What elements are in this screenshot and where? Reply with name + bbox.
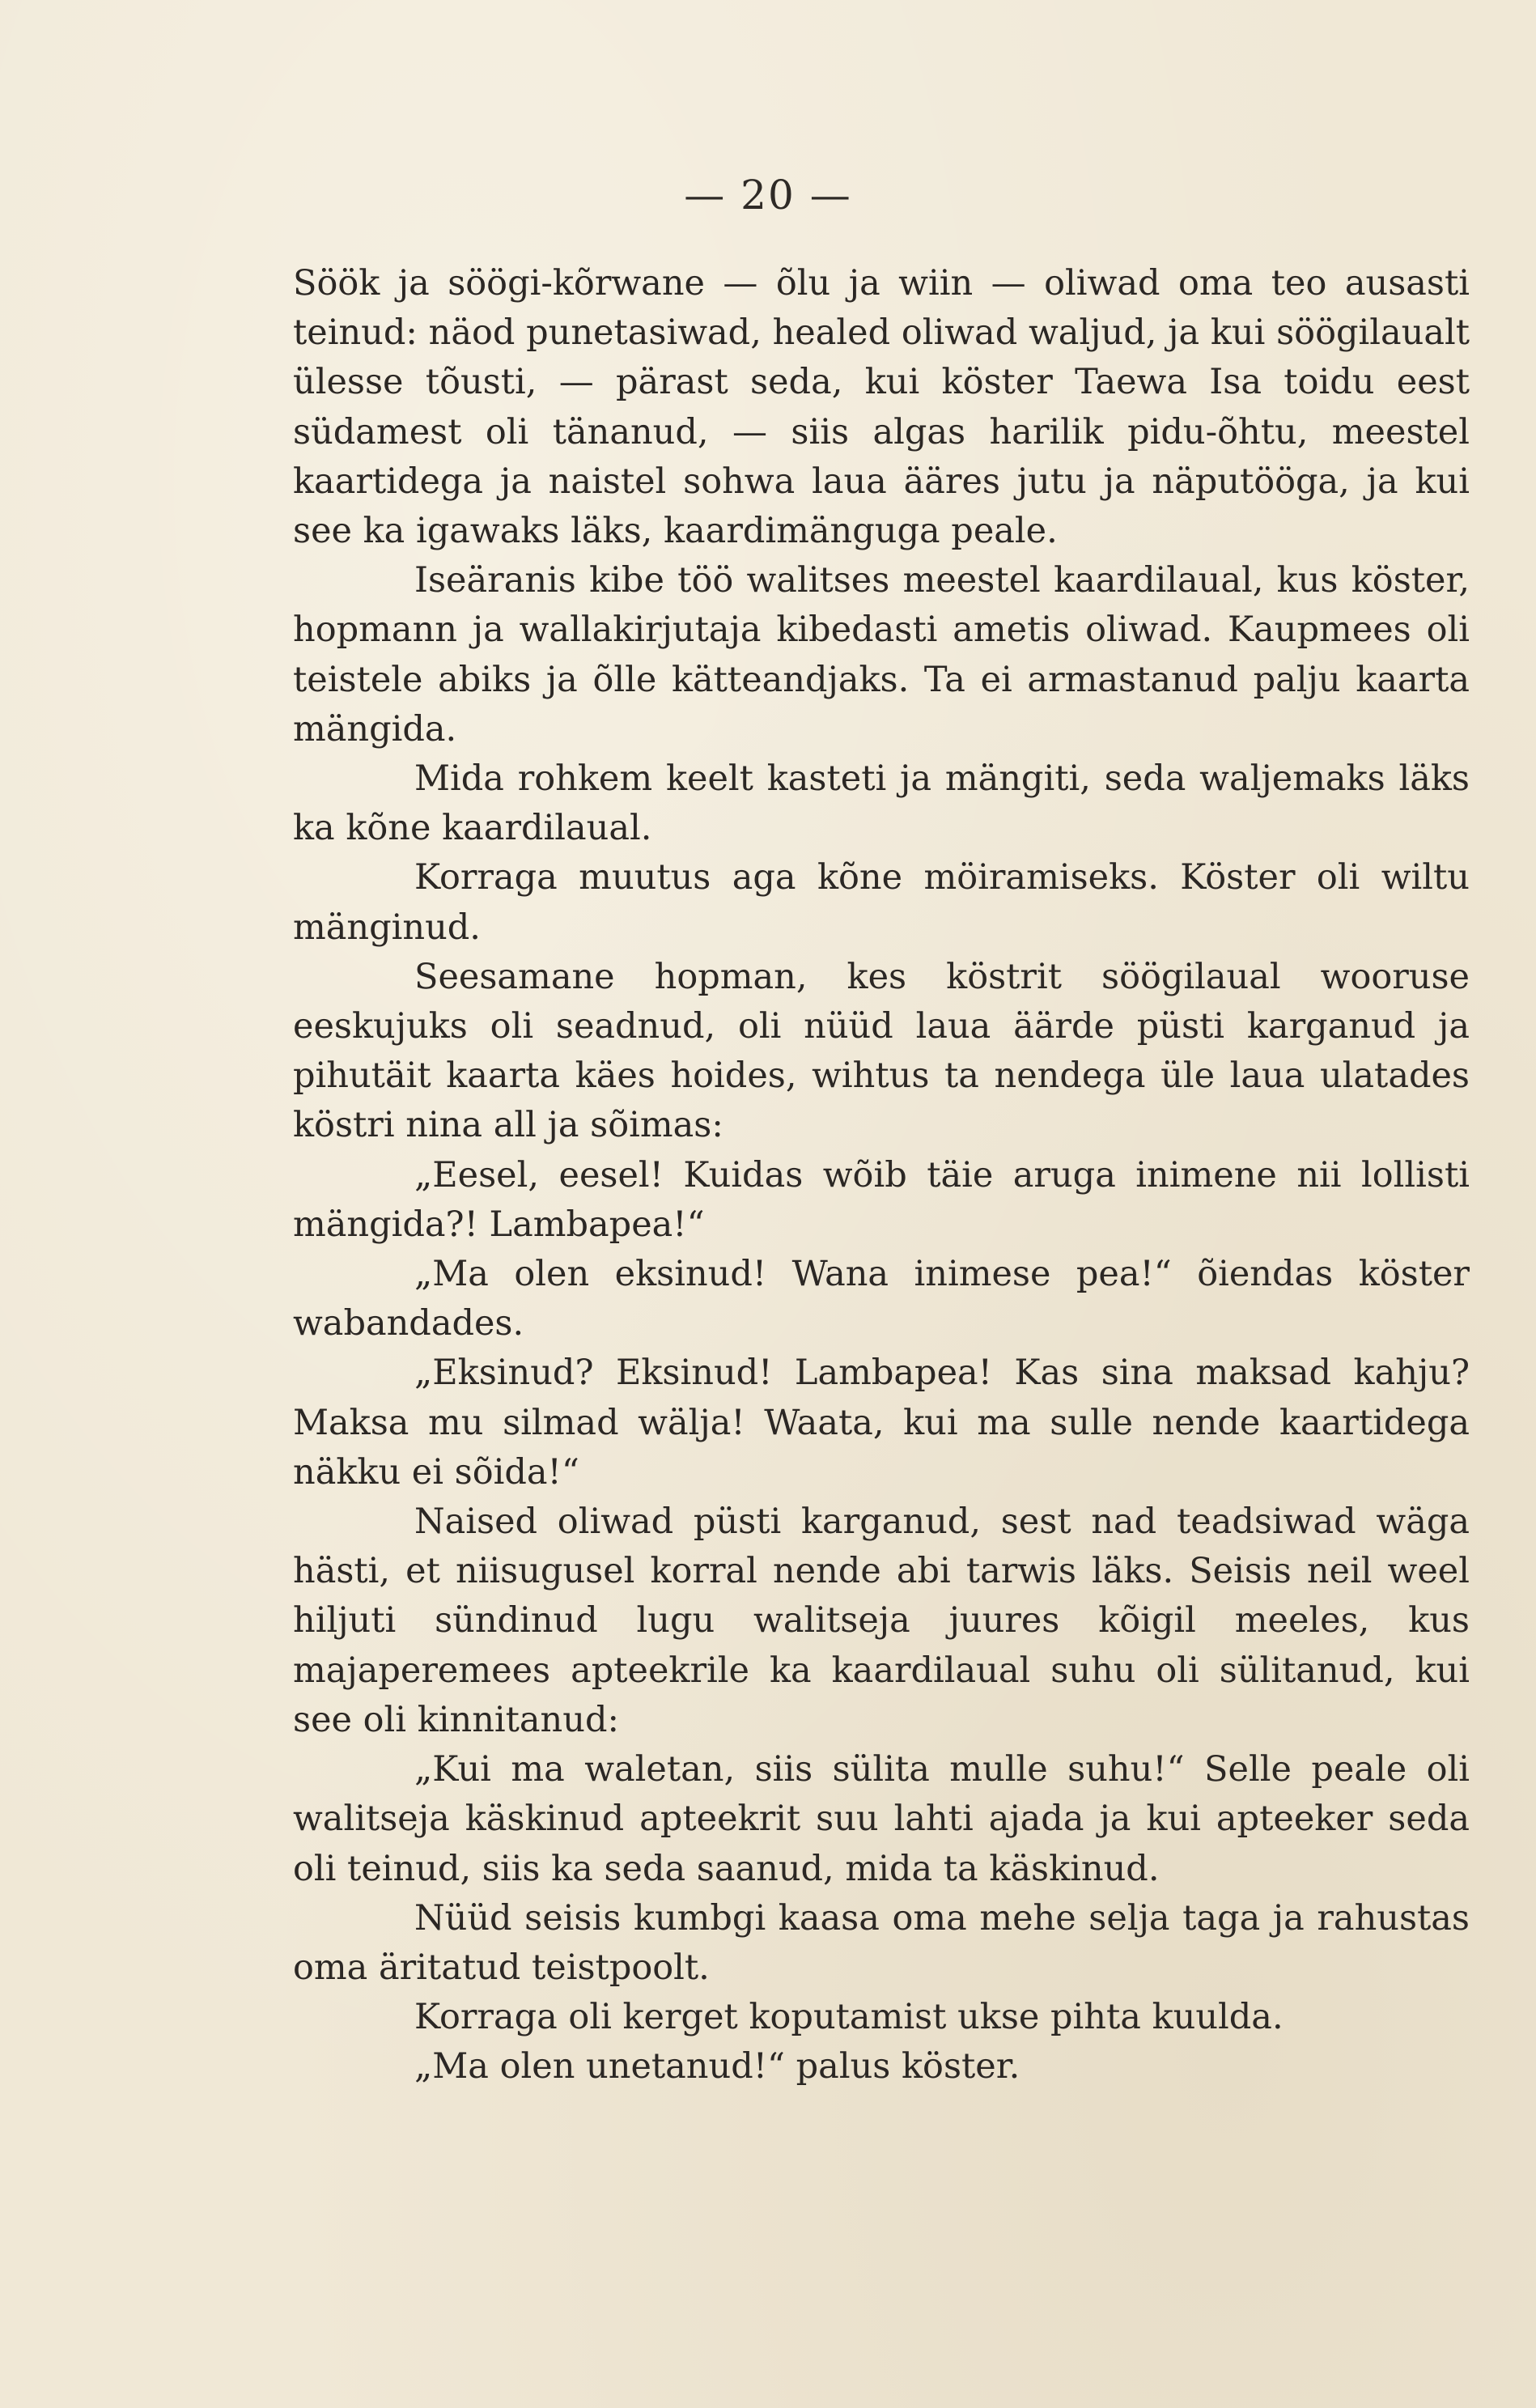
page-number: — 20 — bbox=[684, 172, 852, 219]
paragraph: Korraga oli kerget koputamist ukse pihta kuulda. bbox=[414, 1997, 1284, 2038]
paragraph: „Kui ma waletan, siis sülita mulle suhu!“ Selle peale oli walitseja käskinud apteekrit suu lahti ajada ja kui apteeker seda oli teinud, siis ka seda saanud, mida ta käskinud. bbox=[293, 1749, 1470, 1889]
paragraph: „Eesel, eesel! Kuidas wõib täie aruga inimene nii lollisti mängida?! Lambapea!“ bbox=[293, 1154, 1470, 1245]
paragraph: Söök ja söögi-kõrwane — õlu ja wiin — oliwad oma teo ausasti teinud: näod punetasiwad, healed oliwad waljud, ja kui söögilaualt ülesse tõusti, — pärast seda, kui köster Taewa Isa toidu eest südamest oli tänanud, — siis algas harilik pidu-õhtu, meestel kaartidega ja naistel sohwa laua ääres jutu ja näputööga, ja kui see ka igawaks läks, kaardimänguga peale. bbox=[293, 263, 1470, 552]
paragraph: Mida rohkem keelt kasteti ja mängiti, seda waljemaks läks ka kõne kaardilaual. bbox=[293, 758, 1470, 849]
paragraph: Naised oliwad püsti karganud, sest nad teadsiwad wäga hästi, et niisugusel korral nende abi tarwis läks. Seisis neil weel hiljuti sündinud lugu walitseja juures kõigil meeles, kus majaperemees apteekrile ka kaardilaual suhu oli sülitanud, kui see oli kinnitanud: bbox=[293, 1501, 1470, 1740]
paragraph: Seesamane hopman, kes köstrit söögilaual wooruse eeskujuks oli seadnud, oli nüüd laua äärde püsti karganud ja pihutäit kaarta käes hoides, wihtus ta nendega üle laua ulatades köstri nina all ja sõimas: bbox=[293, 956, 1470, 1146]
paragraph: „Ma olen unetanud!“ palus köster. bbox=[414, 2046, 1020, 2087]
body-text bbox=[293, 259, 1470, 2092]
paragraph: Iseäranis kibe töö walitses meestel kaardilaual, kus köster, hopmann ja wallakirjutaja kibedasti ametis oliwad. Kaupmees oli teistele abiks ja õlle kätteandjaks. Ta ei armastanud palju kaarta mängida. bbox=[293, 560, 1470, 750]
paragraph: „Ma olen eksinud! Wana inimese pea!“ õiendas köster wabandades. bbox=[293, 1254, 1470, 1344]
paragraph: Nüüd seisis kumbgi kaasa oma mehe selja taga ja rahustas oma äritatud teistpoolt. bbox=[293, 1897, 1470, 1988]
paragraph: Korraga muutus aga kõne möiramiseks. Köster oli wiltu mänginud. bbox=[293, 857, 1470, 948]
paragraph: „Eksinud? Eksinud! Lambapea! Kas sina maksad kahju? Maksa mu silmad wälja! Waata, kui ma sulle nende kaartidega näkku ei sõida!“ bbox=[293, 1353, 1470, 1493]
